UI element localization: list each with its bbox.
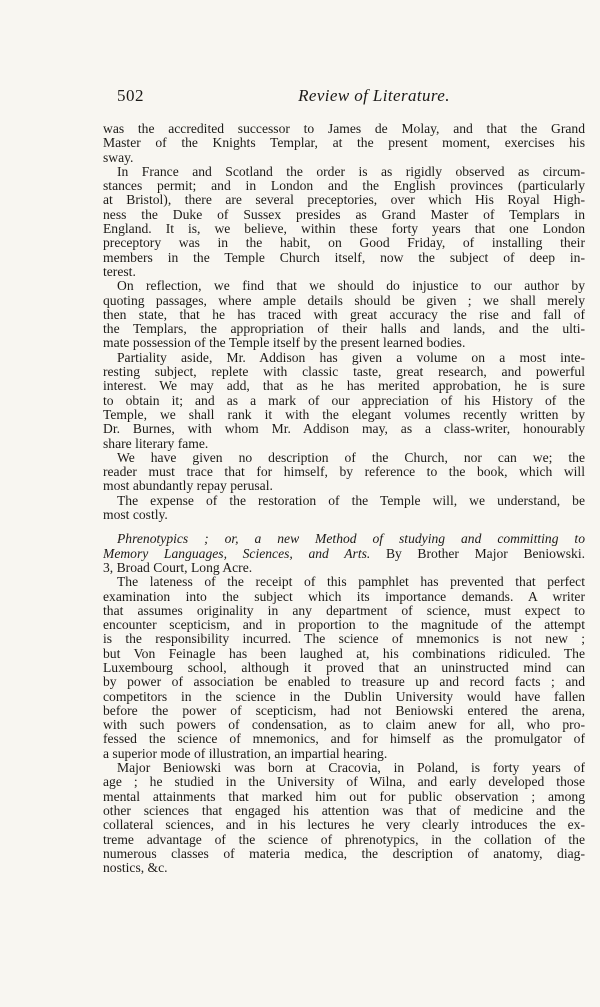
section-gap [103,522,585,532]
text-line: share literary fame. [103,436,209,451]
text-line: at Bristol), there are several preceptories, over which His Royal High- [103,193,585,208]
text-line: other sciences that engaged his attention was that of medicine and the [103,803,585,818]
text-line: On reflection, we find that we should do injustice to our author by [117,279,585,294]
text-line: preceptory was in the habit, on Good Friday, of installing their [103,236,585,251]
review-title-line: Phrenotypics ; or, a new Method of studying and committing to [117,532,585,547]
text-line: most abundantly repay perusal. [103,479,273,494]
text-line: Temple, we shall rank it with the elegant volumes recently written by [103,407,585,422]
text-line: quoting passages, where ample details should be given ; we shall merely [103,293,585,308]
text-line: terest. [103,264,136,279]
text-line: that assumes originality in any department of science, must expect to [103,603,585,618]
text-line: examination into the subject which its importance demands. A writer [103,589,585,604]
text-line: In France and Scotland the order is as rigidly observed as circum- [117,164,585,179]
running-title: Review of Literature. [298,86,450,105]
review-publisher-line: 3, Broad Court, Long Acre. [103,560,253,575]
text-line: Dr. Burnes, with whom Mr. Addison may, as a class-writer, honourably [103,422,585,437]
text-line: resting subject, replete with classic taste, great research, and powerful [103,365,585,380]
text-line: collateral sciences, and in his lectures he very clearly introduces the ex- [103,818,585,833]
text-line: treme advantage of the science of phrenotypics, in the collation of the [103,832,585,847]
text-line: We have given no description of the Church, nor can we; the [117,450,585,465]
text-line: members in the Temple Church itself, now the subject of deep in- [103,250,585,265]
review-title-line [103,547,585,561]
text-line: The lateness of the receipt of this pamphlet has prevented that perfect [117,575,585,590]
body-text [103,122,585,875]
review-author: By Brother Major Beniowski. [385,546,585,561]
text-line: ness the Duke of Sussex presides as Grand Master of Templars in [103,207,585,222]
text-line: nostics, &c. [103,861,168,876]
text-line: is the responsibility incurred. The science of mnemonics is not new ; [103,632,585,647]
text-line: sway. [103,150,134,165]
text-line: mental attainments that marked him out for public observation ; among [103,789,585,804]
text-line: England. It is, we believe, within these forty years that one London [103,222,585,237]
text-line: a superior mode of illustration, an impartial hearing. [103,746,388,761]
text-line: Luxembourg school, although it proved that an uninstructed mind can [103,660,585,675]
text-line: Major Beniowski was born at Cracovia, in Poland, is forty years of [117,761,585,776]
text-line: encounter scepticism, and in proportion to the magnitude of the attempt [103,618,585,633]
text-line: before the power of scepticism, had not Beniowski entered the arena, [103,703,585,718]
text-line: then state, that he has traced with great accuracy the rise and fall of [103,307,585,322]
text-line: was the accredited successor to James de Molay, and that the Grand [103,122,585,136]
text-line: interest. We may add, that as he has merited approbation, he is sure [103,379,585,394]
text-line: reader must trace that for himself, by reference to the book, which will [103,465,585,480]
page-header [103,86,585,110]
text-line: most costly. [103,508,168,523]
text-line: with such powers of condensation, as to claim anew for all, who pro- [103,718,585,733]
text-line: competitors in the science in the Dublin University would have fallen [103,689,585,704]
text-line: Master of the Knights Templar, at the present moment, exercises his [103,136,585,151]
text-line: Partiality aside, Mr. Addison has given a volume on a most inte- [117,350,585,365]
review-title-italic: Memory Languages, Sciences, and Arts. [103,546,371,561]
text-line: mate possession of the Temple itself by the present learned bodies. [103,336,466,351]
text-line: the Templars, the appropriation of their halls and lands, and the ulti- [103,322,585,337]
text-line: stances permit; and in London and the English provinces (particularly [103,179,585,194]
text-line: by power of association be enabled to treasure up and record facts ; and [103,675,585,690]
text-line: but Von Feinagle has been laughed at, his combinations ridiculed. The [103,646,585,661]
text-line: to obtain it; and as a mark of our appreciation of his History of the [103,393,585,408]
text-line: numerous classes of materia medica, the description of anatomy, diag- [103,846,585,861]
text-line: age ; he studied in the University of Wilna, and early developed those [103,775,585,790]
page-number: 502 [117,86,144,105]
text-line: The expense of the restoration of the Temple will, we understand, be [117,493,585,508]
text-line: fessed the science of mnemonics, and for himself as the promulgator of [103,732,585,747]
